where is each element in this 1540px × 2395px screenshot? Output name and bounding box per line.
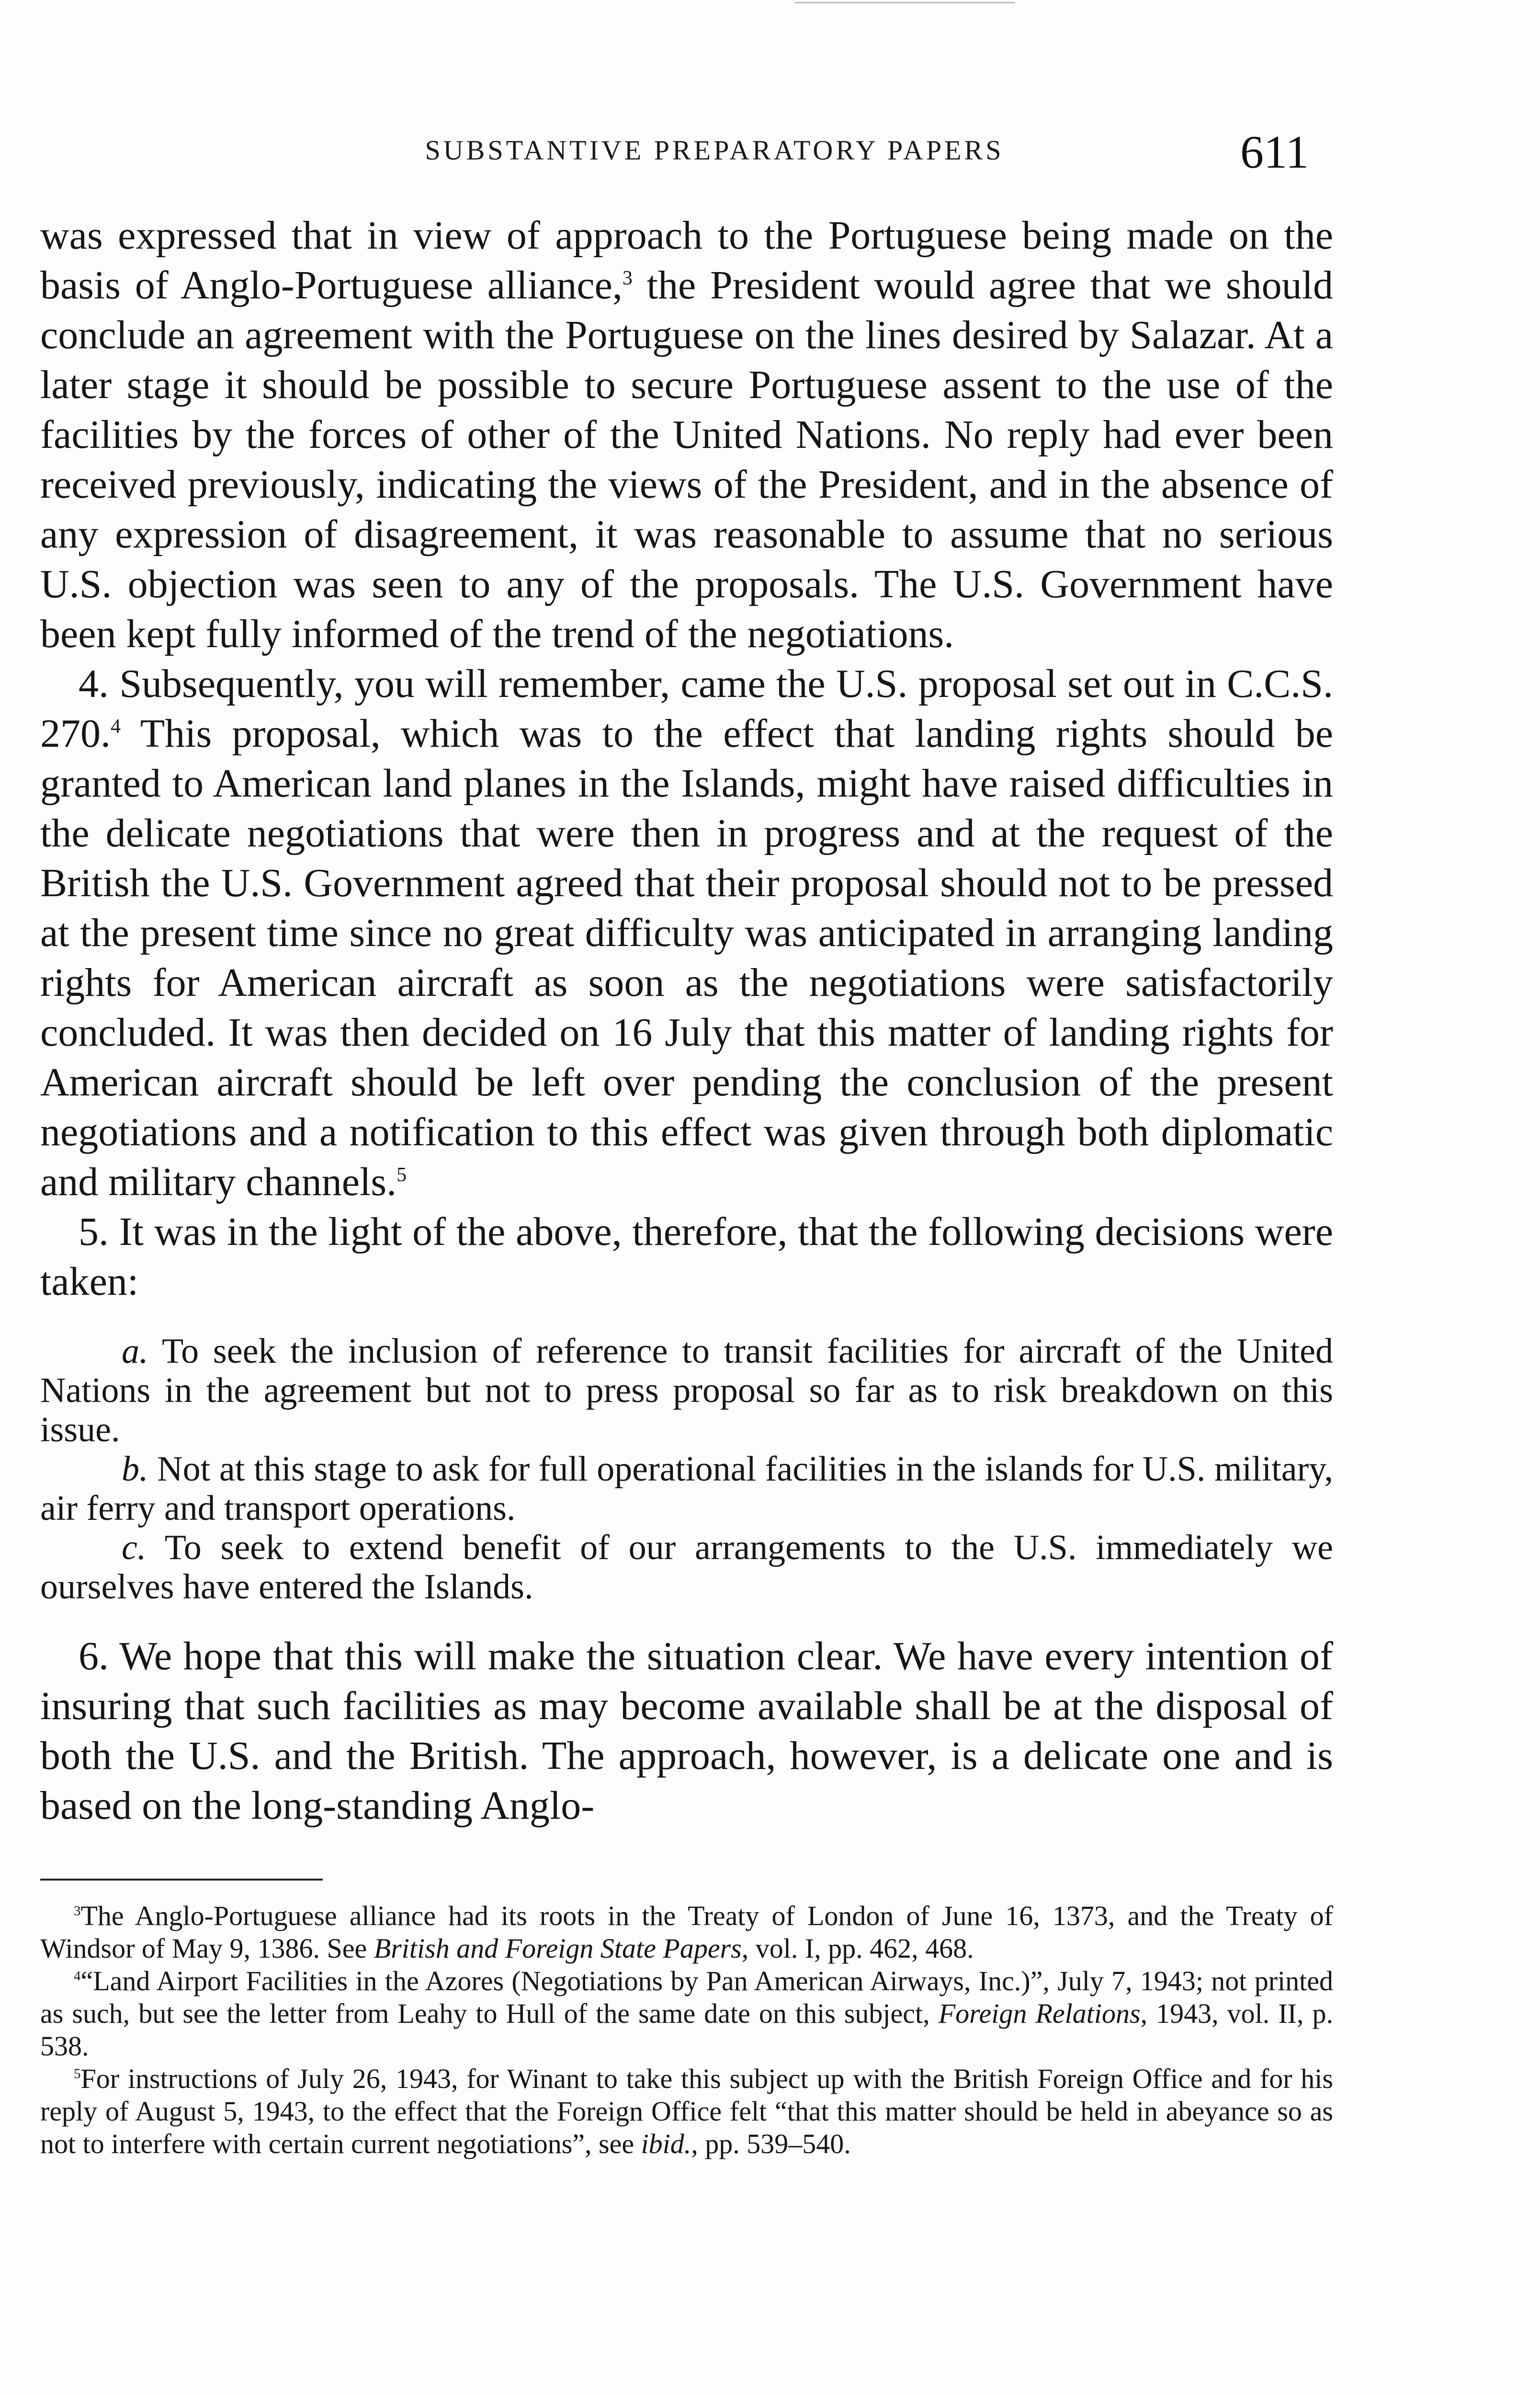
footnote-4: $^4$“Land Airport Facilities in the Azores (Negotiations by Pan American Airways, Inc.)”, July 7, 1943; not printed as such, but see the letter from Leahy to Hull of the same date on this subject, Foreign Relations, 1943, vol. II, p. 538. xyxy=(40,1965,1334,2062)
decision-b: b. Not at this stage to ask for full operational facilities in the islands for U.S. military, air ferry and transport operations. xyxy=(40,1449,1333,1528)
paragraph-4: 4. Subsequently, you will remember, came the U.S. proposal set out in C.C.S. 270.$^4$ This proposal, which was to the effect that landing rights should be granted to American land planes in the Islands, might have raised difficulties in the delicate negotiations that were then in progress and at the request of the British the U.S. Government agreed that their proposal should not to be pressed at the present time since no great difficulty was anticipated in arranging landing rights for American aircraft as soon as the negotiations were satisfactorily concluded. It was then decided on 16 July that this matter of landing rights for American aircraft should be left over pending the conclusion of the present negotiations and a notification to this effect was given through both diplomatic and military channels.$^5$ xyxy=(40,661,1333,1204)
footnotes xyxy=(40,1900,1333,2160)
footnote-ref-4: 4 xyxy=(111,716,121,738)
footnote-divider xyxy=(40,1879,323,1881)
page-body xyxy=(40,211,1333,2160)
decision-a: a. To seek the inclusion of reference to transit facilities for aircraft of the United Nations in the agreement but not to press proposal so far as to risk breakdown on this issue. xyxy=(40,1332,1333,1449)
footnote-5: $^5$For instructions of July 26, 1943, for Winant to take this subject up with the British Foreign Office and for his reply of August 5, 1943, to the effect that the Foreign Office felt “that this matter should be held in abeyance so as not to interfere with certain current negotiations”, see ibid., pp. 539–540. xyxy=(40,2063,1333,2159)
paragraph-continued: was expressed that in view of approach to the Portuguese being made on the basis of Anglo-Portuguese alliance,$^3$ the President would agree that we should conclude an agreement with the Portuguese on the lines desired by Salazar. At a later stage it should be possible to secure Portuguese assent to the use of the facilities by the forces of other of the United Nations. No reply had ever been received previously, indicating the views of the President, and in the absence of any expression of disagreement, it was reasonable to assume that no serious U.S. objection was seen to any of the proposals. The U.S. Government have been kept fully informed of the trend of the negotiations. xyxy=(40,213,1333,656)
page-header xyxy=(0,125,1540,183)
running-head: SUBSTANTIVE PREPARATORY PAPERS xyxy=(425,135,1004,166)
page-number: 611 xyxy=(1240,126,1309,178)
top-edge-rule xyxy=(795,2,1015,3)
decisions-list xyxy=(40,1332,1333,1607)
footnote-3: $^3$The Anglo-Portuguese alliance had its roots in the Treaty of London of June 16, 1373, and the Treaty of Windsor of May 9, 1386. See British and Foreign State Papers, vol. I, pp. 462, 468. xyxy=(40,1900,1333,1964)
paragraph-6: 6. We hope that this will make the situation clear. We have every intention of insuring that such facilities as may become available shall be at the disposal of both the U.S. and the British. The approach, however, is a delicate one and is based on the long-standing Anglo- xyxy=(40,1634,1333,1828)
footnote-ref-3: 3 xyxy=(622,267,633,289)
decision-c: c. To seek to extend benefit of our arrangements to the U.S. immediately we ourselves have entered the Islands. xyxy=(40,1528,1333,1607)
paragraph-5: 5. It was in the light of the above, therefore, that the following decisions were taken: xyxy=(40,1209,1333,1304)
footnote-ref-5: 5 xyxy=(396,1164,407,1186)
